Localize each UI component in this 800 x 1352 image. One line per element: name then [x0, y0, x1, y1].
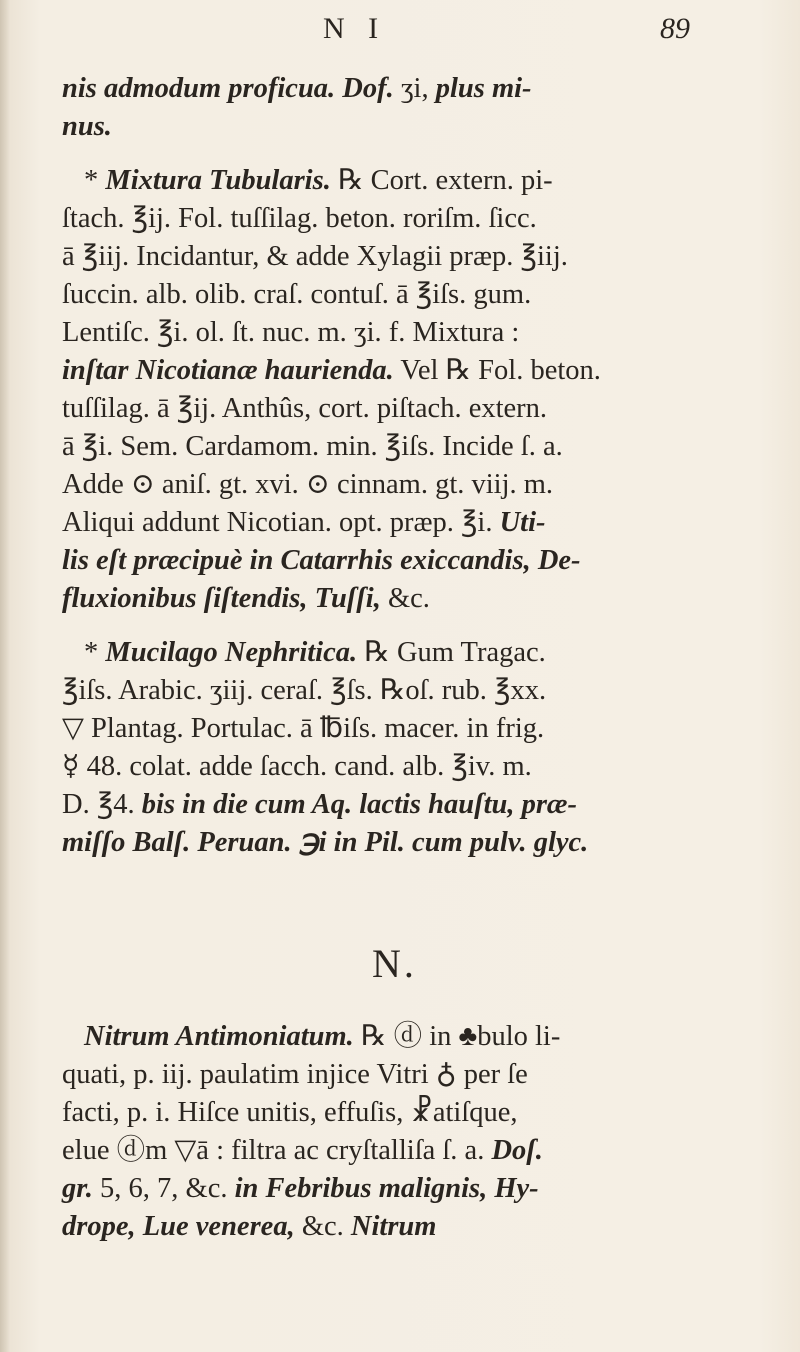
- text-line: [62, 70, 532, 108]
- text-run: Nitrum Antimoniatum.: [84, 1021, 354, 1052]
- text-run: drope, Lue venerea,: [62, 1211, 302, 1242]
- text-run: lis eſt præcipuè in Catarrhis exiccandis, De-: [62, 545, 581, 576]
- text-run: facti, p. i. Hiſce unitis, effuſis, ☧atiſque,: [62, 1097, 518, 1128]
- text-line: [62, 1132, 543, 1170]
- running-head: [0, 12, 800, 52]
- text-run: ſuccin. alb. olib. craſ. contuſ. ā ℥iſs. gum.: [62, 279, 532, 310]
- text-line: [62, 276, 531, 314]
- text-line: [62, 542, 581, 580]
- text-run: ℞ Gum Tragac.: [357, 637, 546, 668]
- text-run: &c.: [387, 583, 430, 614]
- text-line: [62, 314, 519, 352]
- text-line: [62, 710, 544, 748]
- text-run: bis in die cum Aq. lactis hauſtu, præ-: [141, 789, 578, 820]
- text-run: inſtar Nicotianæ haurienda.: [62, 355, 394, 386]
- text-line: [62, 580, 430, 618]
- text-run: Dof.: [342, 73, 401, 104]
- text-run: miſſo Balſ. Peruan. ℈i in Pil. cum pulv. glyc.: [62, 827, 589, 858]
- text-run: plus mi-: [435, 73, 532, 104]
- text-line: [62, 504, 546, 542]
- text-line: [84, 634, 546, 672]
- text-run: elue ⓓm ▽ā : filtra ac cryſtalliſa ſ. a.: [62, 1135, 492, 1166]
- text-line: [84, 162, 553, 200]
- text-line: [62, 824, 588, 862]
- text-run: ā ℥iij. Incidantur, & adde Xylagii præp. ℥iij.: [62, 241, 568, 272]
- text-run: quati, p. iij. paulatim injice Vitri ♁ per ſe: [62, 1059, 528, 1090]
- text-run: Vel ℞ Fol. beton.: [393, 355, 601, 386]
- text-run: ▽ Plantag. Portulac. ā ℔iſs. macer. in frig.: [62, 713, 545, 744]
- text-run: nus.: [62, 111, 112, 142]
- text-run: ſtach. ℥ij. Fol. tuſſilag. beton. roriſm. ſicc.: [62, 203, 537, 234]
- text-line: [62, 352, 601, 390]
- text-line: [62, 238, 568, 276]
- text-run: Lentiſc. ℥i. ol. ſt. nuc. m. ʒi. f. Mixtura :: [62, 317, 520, 348]
- text-line: [62, 390, 547, 428]
- text-line: [84, 1018, 560, 1056]
- text-run: Doſ.: [491, 1135, 543, 1166]
- text-run: ʒi,: [400, 73, 436, 104]
- text-run: ℞ ⓓ in ♣bulo li-: [353, 1021, 561, 1052]
- text-run: gr.: [62, 1173, 101, 1204]
- text-line: [62, 466, 553, 504]
- text-line: [62, 428, 563, 466]
- text-run: &c.: [301, 1211, 344, 1242]
- text-run: nis admodum proficua.: [62, 73, 343, 104]
- running-head-title: N I: [323, 12, 387, 45]
- text-run: Nitrum: [343, 1211, 437, 1242]
- text-line: [62, 1056, 528, 1094]
- page-number: 89: [660, 12, 690, 45]
- text-run: *: [84, 165, 106, 196]
- text-run: ☿ 48. colat. adde ſacch. cand. alb. ℥iv. m.: [62, 751, 532, 782]
- text-run: ā ℥i. Sem. Cardamom. min. ℥iſs. Incide ſ. a.: [62, 431, 563, 462]
- text-line: [62, 1170, 539, 1208]
- text-line: [62, 786, 577, 824]
- text-run: D. ℥4.: [62, 789, 142, 820]
- text-line: [62, 200, 537, 238]
- page-gutter-shadow: [0, 0, 10, 1352]
- text-run: Mucilago Nephritica.: [105, 637, 358, 668]
- text-run: ℞ Cort. extern. pi-: [330, 165, 553, 196]
- text-line: [62, 1208, 436, 1246]
- text-run: Aliqui addunt Nicotian. opt. præp. ℥i.: [62, 507, 500, 538]
- text-run: ℥iſs. Arabic. ʒiij. ceraſ. ℥ſs. ℞oſ. rub. ℥xx.: [62, 675, 547, 706]
- section-heading: N.: [372, 941, 417, 986]
- text-line: [62, 1094, 518, 1132]
- text-run: 5, 6, 7, &c.: [100, 1173, 235, 1204]
- text-run: Uti-: [499, 507, 546, 538]
- text-run: Adde ⊙ aniſ. gt. xvi. ⊙ cinnam. gt. viij. m.: [62, 469, 554, 500]
- text-run: Mixtura Tubularis.: [105, 165, 331, 196]
- text-line: [62, 672, 546, 710]
- text-line: [62, 748, 532, 786]
- text-line: [62, 108, 112, 146]
- text-run: in Febribus malignis, Hy-: [234, 1173, 539, 1204]
- text-run: fluxionibus ſiſtendis, Tuſſi,: [62, 583, 388, 614]
- text-run: *: [84, 637, 106, 668]
- text-run: tuſſilag. ā ℥ij. Anthûs, cort. piſtach. extern.: [62, 393, 548, 424]
